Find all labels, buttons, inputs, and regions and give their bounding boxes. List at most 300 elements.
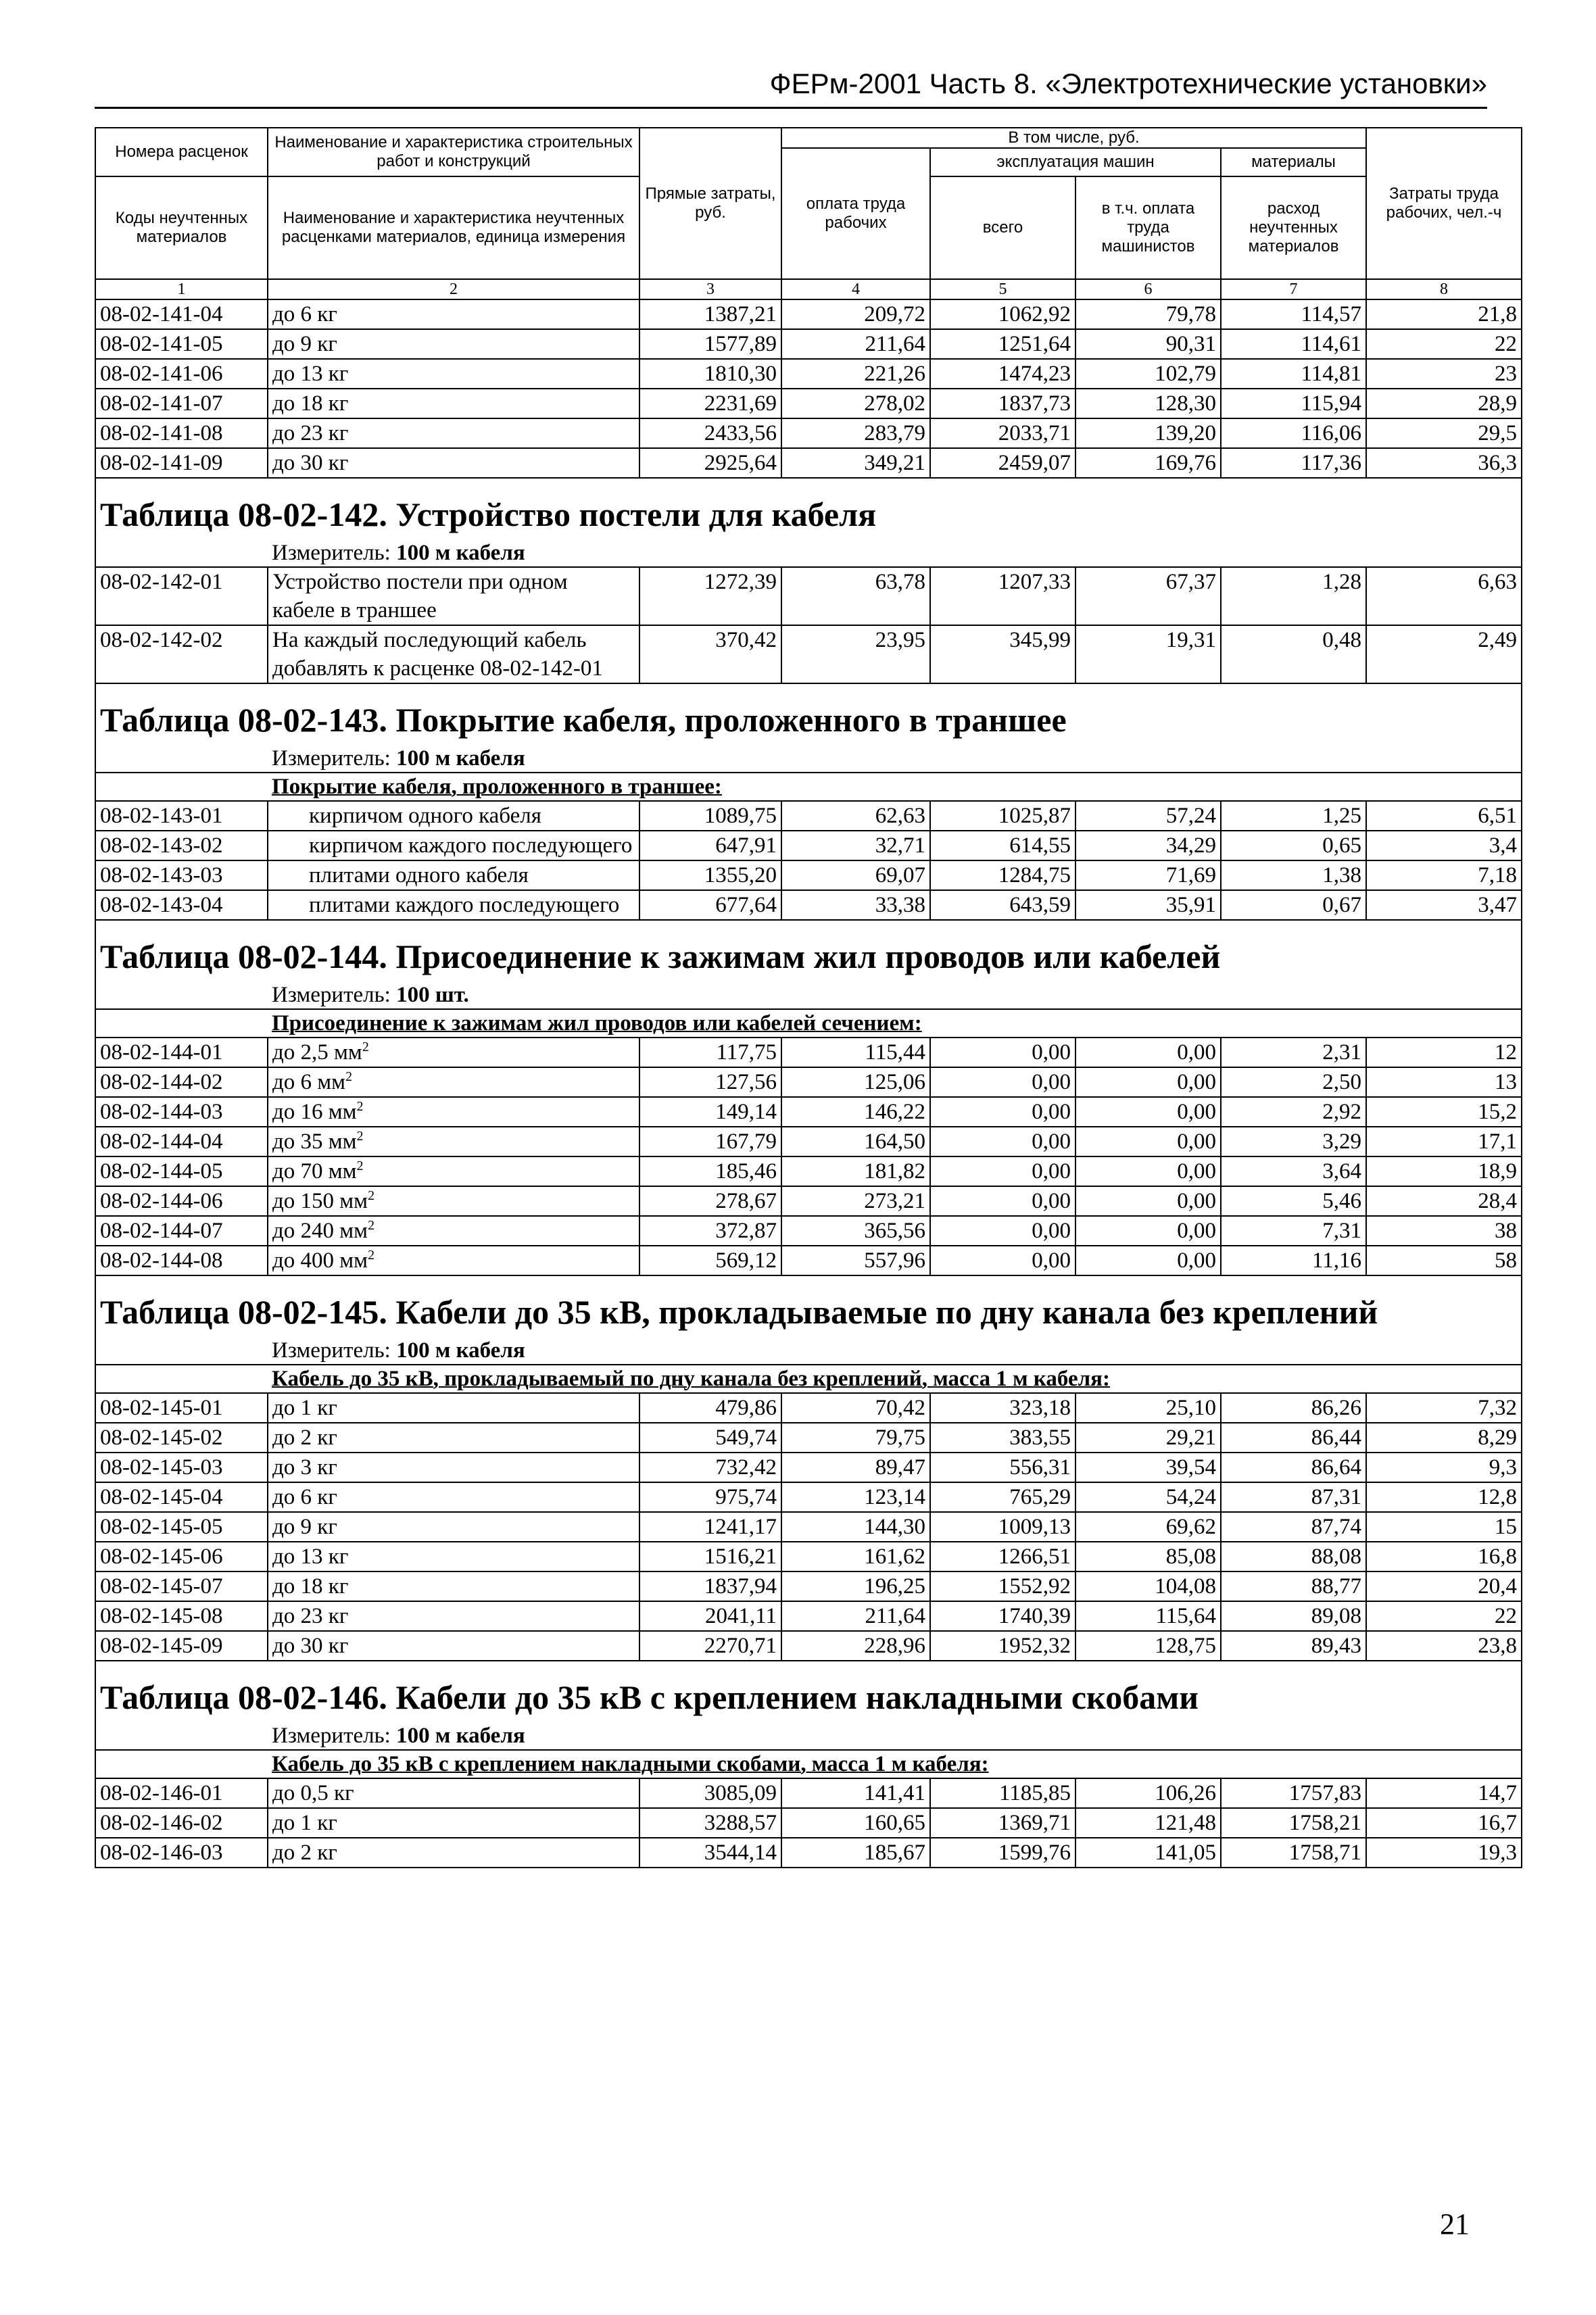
col-number: 2 [268, 279, 639, 299]
machinists-pay: 29,21 [1075, 1423, 1221, 1453]
section-size: до 70 [272, 1159, 323, 1184]
table-title: Таблица 08-02-144. Присоединение к зажимам жил проводов или кабелей [95, 920, 1522, 981]
direct-cost: 1355,20 [639, 860, 781, 890]
materials: 5,46 [1221, 1186, 1366, 1216]
machinists-pay: 34,29 [1075, 831, 1221, 860]
table-row [95, 389, 1522, 418]
table-row [95, 625, 1522, 683]
rate-code: 08-02-145-08 [95, 1601, 268, 1631]
machines-total: 2459,07 [930, 448, 1075, 478]
materials: 88,77 [1221, 1571, 1366, 1601]
section-144 [95, 920, 1522, 1275]
rate-code: 08-02-145-03 [95, 1453, 268, 1482]
workers-pay: 33,38 [781, 890, 930, 920]
table-row [95, 1808, 1522, 1838]
labor-hours: 14,7 [1366, 1778, 1522, 1808]
machines-total: 0,00 [930, 1127, 1075, 1156]
machinists-pay: 69,62 [1075, 1512, 1221, 1542]
rate-code: 08-02-141-09 [95, 448, 268, 478]
materials: 1758,21 [1221, 1808, 1366, 1838]
rate-code: 08-02-146-02 [95, 1808, 268, 1838]
machinists-pay: 106,26 [1075, 1778, 1221, 1808]
workers-pay: 349,21 [781, 448, 930, 478]
machinists-pay: 115,64 [1075, 1601, 1221, 1631]
workers-pay: 228,96 [781, 1631, 930, 1661]
rate-name: до 23 кг [268, 418, 639, 448]
rate-code: 08-02-145-01 [95, 1393, 268, 1423]
machinists-pay: 19,31 [1075, 625, 1221, 683]
rate-code: 08-02-146-03 [95, 1838, 268, 1868]
rate-name: до 6 $мм^2$ [268, 1067, 639, 1097]
machinists-pay: 0,00 [1075, 1216, 1221, 1246]
rate-code: 08-02-145-02 [95, 1423, 268, 1453]
materials: 86,26 [1221, 1393, 1366, 1423]
machines-total: 0,00 [930, 1067, 1075, 1097]
workers-pay: 181,82 [781, 1156, 930, 1186]
page-number: 21 [1440, 2208, 1470, 2241]
machines-total: 1474,23 [930, 359, 1075, 389]
direct-cost: 1272,39 [639, 567, 781, 625]
column-header [95, 128, 1522, 299]
rate-name: до 2 кг [268, 1423, 639, 1453]
workers-pay: 62,63 [781, 801, 930, 831]
meter-unit: 100 м кабеля [396, 1724, 525, 1748]
machinists-pay: 35,91 [1075, 890, 1221, 920]
materials: 2,50 [1221, 1067, 1366, 1097]
direct-cost: 2231,69 [639, 389, 781, 418]
machines-total: 556,31 [930, 1453, 1075, 1482]
direct-cost: 1810,30 [639, 359, 781, 389]
materials: 0,48 [1221, 625, 1366, 683]
rate-name: до 35 $мм^2$ [268, 1127, 639, 1156]
workers-pay: 211,64 [781, 329, 930, 359]
labor-hours: 8,29 [1366, 1423, 1522, 1453]
direct-cost: 117,75 [639, 1038, 781, 1067]
machinists-pay: 57,24 [1075, 801, 1221, 831]
table-row [95, 1631, 1522, 1661]
rate-code: 08-02-144-01 [95, 1038, 268, 1067]
direct-cost: 1516,21 [639, 1542, 781, 1571]
col-number: 4 [781, 279, 930, 299]
direct-cost: 647,91 [639, 831, 781, 860]
labor-hours: 3,4 [1366, 831, 1522, 860]
workers-pay: 63,78 [781, 567, 930, 625]
subheading: Кабель до 35 кВ, прокладываемый по дну канала без креплений, масса 1 м кабеля: [95, 1365, 1522, 1393]
table-row [95, 1038, 1522, 1067]
rate-name: до 6 кг [268, 299, 639, 329]
machines-total: 345,99 [930, 625, 1075, 683]
labor-hours: 23,8 [1366, 1631, 1522, 1661]
labor-hours: 17,1 [1366, 1127, 1522, 1156]
machinists-pay: 104,08 [1075, 1571, 1221, 1601]
direct-cost: 2270,71 [639, 1631, 781, 1661]
workers-pay: 161,62 [781, 1542, 930, 1571]
workers-pay: 79,75 [781, 1423, 930, 1453]
materials: 1,28 [1221, 567, 1366, 625]
section-141 [95, 299, 1522, 478]
workers-pay: 164,50 [781, 1127, 930, 1156]
rate-name: до 23 кг [268, 1601, 639, 1631]
machines-total: 1369,71 [930, 1808, 1075, 1838]
machines-total: 1740,39 [930, 1601, 1075, 1631]
table-row [95, 831, 1522, 860]
labor-hours: 6,51 [1366, 801, 1522, 831]
materials: 89,08 [1221, 1601, 1366, 1631]
machines-total: 1284,75 [930, 860, 1075, 890]
workers-pay: 557,96 [781, 1246, 930, 1275]
machines-total: 1207,33 [930, 567, 1075, 625]
machinists-pay: 0,00 [1075, 1156, 1221, 1186]
labor-hours: 23 [1366, 359, 1522, 389]
materials: 86,64 [1221, 1453, 1366, 1482]
table-row [95, 1778, 1522, 1808]
machines-total: 383,55 [930, 1423, 1075, 1453]
meter-line [95, 1337, 1522, 1365]
rate-code: 08-02-143-01 [95, 801, 268, 831]
meter-line [95, 981, 1522, 1009]
materials: 87,31 [1221, 1482, 1366, 1512]
rate-code: 08-02-144-04 [95, 1127, 268, 1156]
workers-pay: 365,56 [781, 1216, 930, 1246]
rate-name: до 9 кг [268, 1512, 639, 1542]
rate-code: 08-02-141-04 [95, 299, 268, 329]
materials: 114,81 [1221, 359, 1366, 389]
rate-name: до 13 кг [268, 1542, 639, 1571]
materials: 89,43 [1221, 1631, 1366, 1661]
rate-name: до 16 $мм^2$ [268, 1097, 639, 1127]
workers-pay: 278,02 [781, 389, 930, 418]
machines-total: 1599,76 [930, 1838, 1075, 1868]
rate-code: 08-02-144-03 [95, 1097, 268, 1127]
table-row [95, 418, 1522, 448]
machinists-pay: 0,00 [1075, 1186, 1221, 1216]
unit-mm: мм [339, 1189, 368, 1213]
materials: 1757,83 [1221, 1778, 1366, 1808]
meter-label: Измеритель: [272, 1724, 391, 1748]
meter-unit: 100 м кабеля [396, 1338, 525, 1363]
labor-hours: 22 [1366, 1601, 1522, 1631]
workers-pay: 146,22 [781, 1097, 930, 1127]
table-row [95, 1542, 1522, 1571]
materials: 115,94 [1221, 389, 1366, 418]
direct-cost: 2433,56 [639, 418, 781, 448]
table-row [95, 1423, 1522, 1453]
machines-total: 1837,73 [930, 389, 1075, 418]
section-size: до 240 [272, 1219, 335, 1243]
labor-hours: 15 [1366, 1512, 1522, 1542]
rate-name: до 1 кг [268, 1393, 639, 1423]
labor-hours: 18,9 [1366, 1156, 1522, 1186]
unit-mm: мм [328, 1129, 357, 1154]
rate-name: до 9 кг [268, 329, 639, 359]
subheading: Кабель до 35 кВ с креплением накладными скобами, масса 1 м кабеля: [95, 1750, 1522, 1778]
labor-hours: 2,49 [1366, 625, 1522, 683]
labor-hours: 28,9 [1366, 389, 1522, 418]
unit-mm: мм [317, 1070, 346, 1094]
machinists-pay: 141,05 [1075, 1838, 1221, 1868]
direct-cost: 1387,21 [639, 299, 781, 329]
direct-cost: 3544,14 [639, 1838, 781, 1868]
table-row [95, 1601, 1522, 1631]
machines-total: 1062,92 [930, 299, 1075, 329]
machinists-pay: 0,00 [1075, 1127, 1221, 1156]
col-group-including: В том числе, руб. [781, 128, 1366, 148]
rate-name: кирпичом одного кабеля [268, 801, 639, 831]
labor-hours: 3,47 [1366, 890, 1522, 920]
rate-name: плитами каждого последующего [268, 890, 639, 920]
rates-table [95, 127, 1522, 1868]
col-number: 5 [930, 279, 1075, 299]
col-names-bottom: Наименование и характеристика неучтенных расценками материалов, единица измерения [268, 176, 639, 279]
rate-code: 08-02-142-02 [95, 625, 268, 683]
workers-pay: 89,47 [781, 1453, 930, 1482]
table-row [95, 860, 1522, 890]
table-row [95, 1216, 1522, 1246]
table-row [95, 1838, 1522, 1868]
workers-pay: 69,07 [781, 860, 930, 890]
machinists-pay: 0,00 [1075, 1067, 1221, 1097]
unit-mm: мм [339, 1219, 368, 1243]
workers-pay: 160,65 [781, 1808, 930, 1838]
table-title: Таблица 08-02-143. Покрытие кабеля, проложенного в траншее [95, 683, 1522, 745]
meter-line [95, 1722, 1522, 1750]
col-direct-costs: Прямые затраты, руб. [639, 128, 781, 279]
unit-mm: мм [339, 1248, 368, 1273]
machines-total: 0,00 [930, 1246, 1075, 1275]
direct-cost: 479,86 [639, 1393, 781, 1423]
table-row [95, 1571, 1522, 1601]
rate-name: до 400 $мм^2$ [268, 1246, 639, 1275]
labor-hours: 16,7 [1366, 1808, 1522, 1838]
meter-unit: 100 м кабеля [396, 746, 525, 771]
materials: 0,67 [1221, 890, 1366, 920]
meter-unit: 100 шт. [396, 983, 469, 1007]
rate-code: 08-02-144-02 [95, 1067, 268, 1097]
col-machines-total: всего [930, 176, 1075, 279]
section-142 [95, 478, 1522, 683]
rate-code: 08-02-142-01 [95, 567, 268, 625]
col-materials: материалы [1221, 148, 1366, 176]
machines-total: 1025,87 [930, 801, 1075, 831]
materials: 0,65 [1221, 831, 1366, 860]
workers-pay: 211,64 [781, 1601, 930, 1631]
machines-total: 0,00 [930, 1186, 1075, 1216]
machines-total: 2033,71 [930, 418, 1075, 448]
machinists-pay: 85,08 [1075, 1542, 1221, 1571]
materials: 87,74 [1221, 1512, 1366, 1542]
direct-cost: 1089,75 [639, 801, 781, 831]
direct-cost: 127,56 [639, 1067, 781, 1097]
labor-hours: 22 [1366, 329, 1522, 359]
materials: 88,08 [1221, 1542, 1366, 1571]
rate-code: 08-02-141-05 [95, 329, 268, 359]
direct-cost: 185,46 [639, 1156, 781, 1186]
table-row [95, 1067, 1522, 1097]
rate-code: 08-02-144-05 [95, 1156, 268, 1186]
meter-label: Измеритель: [272, 1338, 391, 1363]
col-number: 6 [1075, 279, 1221, 299]
workers-pay: 283,79 [781, 418, 930, 448]
unit-mm: мм [328, 1100, 357, 1124]
meter-label: Измеритель: [272, 746, 391, 771]
direct-cost: 677,64 [639, 890, 781, 920]
rate-name: до 30 кг [268, 448, 639, 478]
table-row [95, 1156, 1522, 1186]
labor-hours: 16,8 [1366, 1542, 1522, 1571]
labor-hours: 29,5 [1366, 418, 1522, 448]
rate-code: 08-02-141-06 [95, 359, 268, 389]
direct-cost: 2041,11 [639, 1601, 781, 1631]
table-row [95, 567, 1522, 625]
col-machines: эксплуатация машин [930, 148, 1221, 176]
rate-name: до 70 $мм^2$ [268, 1156, 639, 1186]
direct-cost: 370,42 [639, 625, 781, 683]
rate-code: 08-02-145-06 [95, 1542, 268, 1571]
machinists-pay: 79,78 [1075, 299, 1221, 329]
labor-hours: 19,3 [1366, 1838, 1522, 1868]
col-number: 7 [1221, 279, 1366, 299]
rate-code: 08-02-145-09 [95, 1631, 268, 1661]
subheading: Присоединение к зажимам жил проводов или кабелей сечением: [95, 1009, 1522, 1038]
workers-pay: 273,21 [781, 1186, 930, 1216]
col-codes-top: Номера расценок [95, 128, 268, 176]
rate-name: плитами одного кабеля [268, 860, 639, 890]
machinists-pay: 0,00 [1075, 1246, 1221, 1275]
section-size: до 6 [272, 1070, 312, 1094]
meter-unit: 100 м кабеля [396, 541, 525, 565]
materials: 1758,71 [1221, 1838, 1366, 1868]
rate-code: 08-02-145-05 [95, 1512, 268, 1542]
rate-name: до 30 кг [268, 1631, 639, 1661]
rate-name: до 18 кг [268, 1571, 639, 1601]
machines-total: 323,18 [930, 1393, 1075, 1423]
rate-name: до 3 кг [268, 1453, 639, 1482]
unit-mm: мм [334, 1040, 362, 1065]
machines-total: 1009,13 [930, 1512, 1075, 1542]
col-codes-bottom: Коды неучтенных материалов [95, 176, 268, 279]
labor-hours: 38 [1366, 1216, 1522, 1246]
machines-total: 0,00 [930, 1216, 1075, 1246]
workers-pay: 196,25 [781, 1571, 930, 1601]
table-row [95, 359, 1522, 389]
rate-name: На каждый последующий кабель добавлять к расценке 08-02-142-01 [268, 625, 639, 683]
table-row [95, 1097, 1522, 1127]
materials: 116,06 [1221, 418, 1366, 448]
labor-hours: 7,32 [1366, 1393, 1522, 1423]
direct-cost: 732,42 [639, 1453, 781, 1482]
labor-hours: 12 [1366, 1038, 1522, 1067]
col-number: 1 [95, 279, 268, 299]
direct-cost: 372,87 [639, 1216, 781, 1246]
col-machinists-pay: в т.ч. оплата труда машинистов [1075, 176, 1221, 279]
col-number: 8 [1366, 279, 1522, 299]
direct-cost: 3288,57 [639, 1808, 781, 1838]
direct-cost: 549,74 [639, 1423, 781, 1453]
table-row [95, 890, 1522, 920]
col-workers-pay: оплата труда рабочих [781, 148, 930, 279]
col-names-top: Наименование и характеристика строительных работ и конструкций [268, 128, 639, 176]
table-title: Таблица 08-02-146. Кабели до 35 кВ с креплением накладными скобами [95, 1661, 1522, 1722]
materials: 3,29 [1221, 1127, 1366, 1156]
section-size: до 400 [272, 1248, 335, 1273]
machines-total: 0,00 [930, 1097, 1075, 1127]
machinists-pay: 0,00 [1075, 1097, 1221, 1127]
table-row [95, 1246, 1522, 1275]
labor-hours: 12,8 [1366, 1482, 1522, 1512]
table-row [95, 801, 1522, 831]
rate-name: до 1 кг [268, 1808, 639, 1838]
direct-cost: 569,12 [639, 1246, 781, 1275]
machinists-pay: 128,75 [1075, 1631, 1221, 1661]
machines-total: 643,59 [930, 890, 1075, 920]
table-row [95, 329, 1522, 359]
labor-hours: 9,3 [1366, 1453, 1522, 1482]
machines-total: 1251,64 [930, 329, 1075, 359]
workers-pay: 123,14 [781, 1482, 930, 1512]
machinists-pay: 71,69 [1075, 860, 1221, 890]
rate-code: 08-02-145-04 [95, 1482, 268, 1512]
rate-code: 08-02-144-08 [95, 1246, 268, 1275]
meter-label: Измеритель: [272, 983, 391, 1007]
direct-cost: 1241,17 [639, 1512, 781, 1542]
rate-name: до 2 кг [268, 1838, 639, 1868]
rate-name: до 13 кг [268, 359, 639, 389]
column-numbers [95, 279, 1522, 299]
labor-hours: 20,4 [1366, 1571, 1522, 1601]
table-row [95, 1393, 1522, 1423]
rate-code: 08-02-141-08 [95, 418, 268, 448]
rate-name: до 18 кг [268, 389, 639, 418]
rate-code: 08-02-141-07 [95, 389, 268, 418]
materials: 7,31 [1221, 1216, 1366, 1246]
subheading: Покрытие кабеля, проложенного в траншее: [95, 773, 1522, 801]
section-size: до 16 [272, 1100, 323, 1124]
table-row [95, 448, 1522, 478]
section-size: до 35 [272, 1129, 323, 1154]
direct-cost: 3085,09 [639, 1778, 781, 1808]
workers-pay: 125,06 [781, 1067, 930, 1097]
workers-pay: 185,67 [781, 1838, 930, 1868]
rate-name: до 0,5 кг [268, 1778, 639, 1808]
rate-code: 08-02-144-07 [95, 1216, 268, 1246]
workers-pay: 144,30 [781, 1512, 930, 1542]
rate-code: 08-02-144-06 [95, 1186, 268, 1216]
direct-cost: 149,14 [639, 1097, 781, 1127]
machines-total: 1266,51 [930, 1542, 1075, 1571]
machinists-pay: 128,30 [1075, 389, 1221, 418]
rate-name: до 240 $мм^2$ [268, 1216, 639, 1246]
machines-total: 1552,92 [930, 1571, 1075, 1601]
direct-cost: 975,74 [639, 1482, 781, 1512]
workers-pay: 23,95 [781, 625, 930, 683]
section-size: до 2,5 [272, 1040, 329, 1065]
rate-name: Устройство постели при одном кабеле в траншее [268, 567, 639, 625]
machinists-pay: 139,20 [1075, 418, 1221, 448]
materials: 114,61 [1221, 329, 1366, 359]
rate-code: 08-02-143-04 [95, 890, 268, 920]
col-unaccounted-materials: расход неучтенных материалов [1221, 176, 1366, 279]
table-row [95, 1482, 1522, 1512]
machinists-pay: 67,37 [1075, 567, 1221, 625]
labor-hours: 28,4 [1366, 1186, 1522, 1216]
labor-hours: 58 [1366, 1246, 1522, 1275]
table-row [95, 299, 1522, 329]
table-row [95, 1453, 1522, 1482]
machinists-pay: 169,76 [1075, 448, 1221, 478]
machinists-pay: 90,31 [1075, 329, 1221, 359]
rate-code: 08-02-143-02 [95, 831, 268, 860]
labor-hours: 36,3 [1366, 448, 1522, 478]
